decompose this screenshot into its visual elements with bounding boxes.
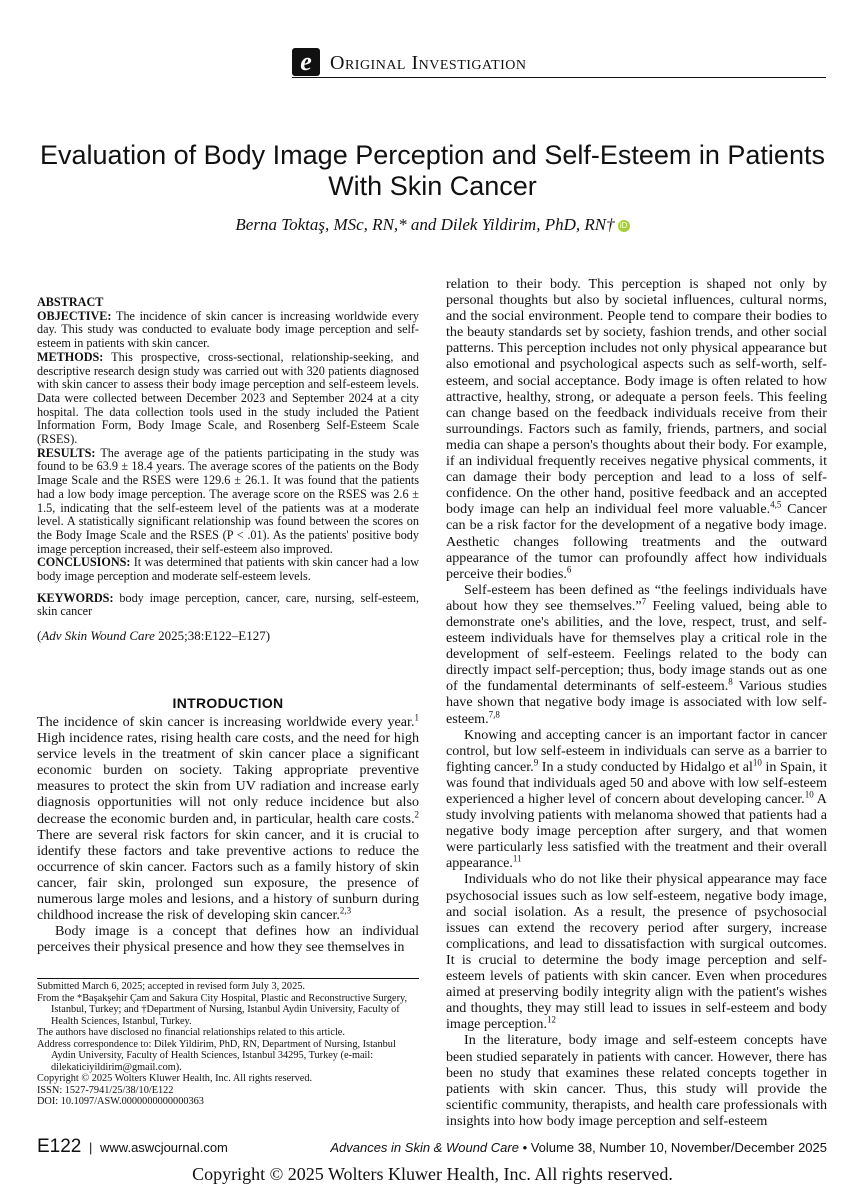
right-paragraph-1: relation to their body. This perception is shaped not only by personal thoughts but also by societal influences, cultural norms, and the social environment. People tend to compare their bodies to the beauty standards set by society, fashion trends, and other social patterns. This perception includes not only physical appearance but also emotional and psychological aspects such as self-worth, self-esteem, and social acceptance. Body image is often related to how attractive, healthy, strong, or adequate a person feels. This feeling can change based on the feedback individuals receive from their surroundings. Factors such as family, friends, partners, and social media can shape a person's thoughts about their body. For example, if an individual frequently receives negative physical comments, it can damage their body perception and lead to a loss of self-confidence. On the other hand, positive feedback and an accepted body image can help an individual feel more valuable.$^{4,5}$ Cancer can be a risk factor for the development of a negative body image. Aesthetic changes following treatments and the outward appearance of the tumor can profoundly affect how individuals perceive their bodies.$^6$ <box>446 276 827 582</box>
footnote-submitted: Submitted March 6, 2025; accepted in revised form July 3, 2025. <box>37 981 305 992</box>
footnote-rule <box>37 978 419 979</box>
citation: (Adv Skin Wound Care 2025;38:E122–E127) <box>37 628 271 644</box>
footnote-copyright: Copyright © 2025 Wolters Kluwer Health, Inc. All rights reserved. <box>37 1073 313 1084</box>
page-number: E122 <box>37 1136 82 1157</box>
intro-text <box>37 714 419 955</box>
author-line <box>30 215 835 235</box>
intro-paragraph-1: The incidence of skin cancer is increasing worldwide every year.$^1$ High incidence rates, rising health care costs, and the need for high service levels in the treatment of skin cancer place a significant economic burden on society. Taking appropriate preventive measures to protect the skin from UV radiation and increase early diagnosis opportunities will not only reduce incidence but also decrease the economic burden and, in particular, health care costs.$^2$ There are several risk factors for skin cancer, and it is crucial to identify these factors and take preventive actions to reduce the occurrence of skin cancer. Factors such as a family history of skin cancer, fair skin, prolonged sun exposure, the presence of numerous large moles and lesions, and a history of sunburn during childhood increase the risk of developing skin cancer.$^{2,3}$ <box>37 712 419 924</box>
right-paragraph-3: Knowing and accepting cancer is an important factor in cancer control, but low self-esteem in individuals can serve as a barrier to fighting cancer.$^9$ In a study conducted by Hidalgo et $al^{10}$ in Spain, it was found that individuals aged 50 and above with low self-esteem experienced a higher level of concern about developing cancer.$^{10}$ A study involving patients with melanoma showed that patients had a negative body image perception after surgery, and that women were particularly less satisfied with the treatment and their overall appearance.$^{11}$ <box>446 726 827 872</box>
abstract-objective: OBJECTIVE: The incidence of skin cancer is increasing worldwide every day. This study was conducted to evaluate body image perception and self-esteem in patients with skin cancer. <box>37 308 419 351</box>
orcid-icon[interactable]: iD <box>618 220 630 232</box>
footnote-affiliations: From the *Başakşehir Çam and Sakura City Hospital, Plastic and Reconstructive Surgery, Istanbul, Turkey; and †Department of Nursing, Istanbul Aydin University, Faculty of Health Sciences, Istanbul, Turkey. <box>37 992 408 1027</box>
section-label: Original Investigation <box>330 52 527 74</box>
footnotes <box>37 981 419 1108</box>
right-column-text <box>446 276 827 1129</box>
header-rule <box>292 77 826 78</box>
abstract-methods: METHODS: This prospective, cross-sectional, relationship-seeking, and descriptive research design study was carried out with 320 patients diagnosed with skin cancer to assess their body image perception and self-esteem levels. Data were collected between December 2023 and September 2024 at a city hospital. The data collection tools used in the study included the Patient Information Form, Body Image Scale, and Rosenberg Self-Esteem Scale (RSES). <box>37 349 420 447</box>
footnote-disclosure: The authors have disclosed no financial relationships related to this article. <box>37 1027 345 1038</box>
abstract-heading: ABSTRACT <box>37 295 104 309</box>
right-paragraph-4: Individuals who do not like their physical appearance may face psychosocial issues such as low self-esteem, negative body image, and social isolation. As a result, the presence of psychosocial issues can extend the recovery period after surgery, increase complications, and lead to dissatisfaction with surgical outcomes. It is crucial to determine the body image perception and self-esteem levels of patients with skin cancer. Even when procedures aimed at preserving bodily integrity align with the patient's wishes and thoughts, they may still lead to issues in self-esteem and body image perception.$^{12}$ <box>446 871 827 1033</box>
journal-issue-info: Advances in Skin & Wound Care • Volume 38, Number 10, November/December 2025 <box>330 1140 827 1155</box>
right-paragraph-5: In the literature, body image and self-esteem concepts have been studied separately in patients with cancer. However, there has been no study that examines these related concepts together in patients with skin cancer. Thus, this study will provide the scientific community, therapists, and health care professionals with insights into how body image perception and self-esteem <box>446 1032 827 1129</box>
journal-website-link[interactable]: www.aswcjournal.com <box>100 1140 228 1155</box>
abstract-conclusions: CONCLUSIONS: It was determined that patients with skin cancer had a low body image perception and moderate self-esteem levels. <box>37 555 419 584</box>
footnote-issn: ISSN: 1527-7941/25/38/10/E122 <box>37 1084 174 1096</box>
introduction-heading: INTRODUCTION <box>172 695 284 711</box>
footer-divider: | <box>89 1140 93 1155</box>
footnote-correspondence: Address correspondence to: Dilek Yildirim, PhD, RN, Department of Nursing, Istanbul Aydin University, Faculty of Health Sciences, Istanbul 34295, Turkey (e-mail: dilekaticiyildirim@gmail.com). <box>37 1038 396 1073</box>
abstract <box>37 296 419 643</box>
footnote-doi: DOI: 10.1097/ASW.0000000000000363 <box>37 1096 204 1107</box>
right-paragraph-2: Self-esteem has been defined as “the feelings individuals have about how they see themselves.”$^7$ Feeling valued, being able to demonstrate one's abilities, and the love, respect, trust, and self-esteem individuals have for themselves play a critical role in the development of self-esteem. Feelings related to the body can directly impact self-perception; thus, body image stands out as one of the fundamental determinants of self-esteem.$^8$ Various studies have shown that negative body image is associated with low self-esteem.$^{7,8}$ <box>446 581 827 727</box>
abstract-keywords: KEYWORDS: body image perception, cancer, care, nursing, self-esteem, skin cancer <box>37 590 419 619</box>
journal-logo: e <box>292 48 320 76</box>
article-title: Evaluation of Body Image Perception and Self-Esteem in Patients With Skin Cancer <box>40 140 825 201</box>
intro-paragraph-2: Body image is a concept that defines how an individual perceives their physical presence and how they see themselves in <box>37 923 419 956</box>
authors: Berna Toktaş, MSc, RN,* and Dilek Yildirim, PhD, RN† <box>235 215 615 234</box>
copyright-bar: Copyright © 2025 Wolters Kluwer Health, Inc. All rights reserved. <box>192 1164 673 1184</box>
abstract-results: RESULTS: The average age of the patients participating in the study was found to be 63.9 ± 18.4 years. The average scores of the patients on the Body Image Scale and the RSES were 129.6 ± 26.1. It was found that the patients had a low body image perception. The average score on the RSES was 2.6 ± 1.5, indicating that the self-esteem level of the patients was at a moderate level. A statistically significant relationship was found between the scores on the Body Image Scale and the RSES (P < .01). As the patients' positive body image perception increased, their self-esteem also improved. <box>37 445 419 556</box>
